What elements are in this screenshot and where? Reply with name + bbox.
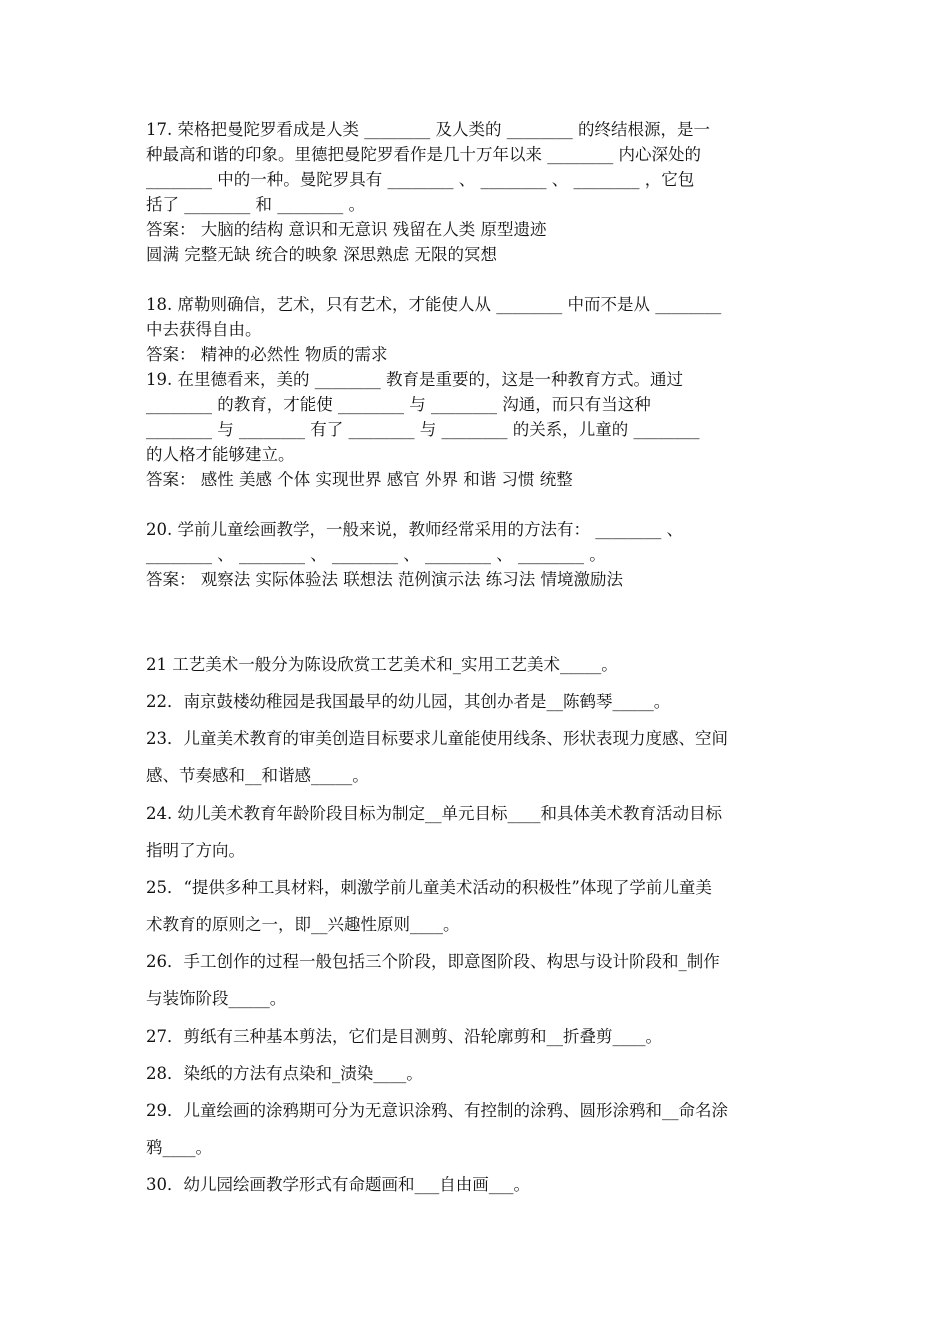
q18-line-1: 18. 席勒则确信，艺术，只有艺术，才能使人从 ________ 中而不是从 ________ — [146, 295, 722, 314]
q25-line-1: 25．“提供多种工具材料，刺激学前儿童美术活动的积极性”体现了学前儿童美 — [146, 878, 712, 897]
q18-answer: 答案： 精神的必然性 物质的需求 — [146, 345, 388, 364]
q17-line-4: 括了 ________ 和 ________ 。 — [146, 195, 365, 214]
q17-line-2: 种最高和谐的印象。里德把曼陀罗看作是几十万年以来 ________ 内心深处的 — [146, 145, 701, 164]
q19-line-4: 的人格才能够建立。 — [146, 445, 295, 464]
q24-line-1: 24. 幼儿美术教育年龄阶段目标为制定__单元目标____和具体美术教育活动目标 — [146, 804, 722, 823]
q17-answer-1: 答案： 大脑的结构 意识和无意识 残留在人类 原型遗迹 — [146, 220, 547, 239]
q19-line-2: ________ 的教育，才能使 ________ 与 ________ 沟通，而只有当这种 — [146, 395, 651, 414]
q19-line-3: ________ 与 ________ 有了 ________ 与 ________ 的关系，儿童的 ________ — [146, 420, 700, 439]
q26-line-1: 26．手工创作的过程一般包括三个阶段，即意图阶段、构思与设计阶段和_制作 — [146, 952, 720, 971]
q23-line-2: 感、节奏感和__和谐感_____。 — [146, 766, 369, 785]
q17-line-3: ________ 中的一种。曼陀罗具有 ________ 、 ________ 、 ________ ，它包 — [146, 170, 695, 189]
q26-line-2: 与装饰阶段_____。 — [146, 989, 287, 1008]
q20-line-1: 20. 学前儿童绘画教学，一般来说，教师经常采用的方法有： ________ 、 — [146, 520, 683, 539]
q25-line-2: 术教育的原则之一，即__兴趣性原则____。 — [146, 915, 460, 934]
q20-line-2: ________ 、 ________ 、 ________ 、 ________ 、 ________ 。 — [146, 545, 606, 564]
q29-line-1: 29．儿童绘画的涂鸦期可分为无意识涂鸦、有控制的涂鸦、圆形涂鸦和__命名涂 — [146, 1101, 728, 1120]
q18-line-2: 中去获得自由。 — [146, 320, 262, 339]
q23-line-1: 23．儿童美术教育的审美创造目标要求儿童能使用线条、形状表现力度感、空间 — [146, 729, 728, 748]
q24-line-2: 指明了方向。 — [146, 841, 245, 860]
q19-answer: 答案： 感性 美感 个体 实现世界 感官 外界 和谐 习惯 统整 — [146, 470, 573, 489]
q27: 27．剪纸有三种基本剪法，它们是目测剪、沿轮廓剪和__折叠剪____。 — [146, 1027, 662, 1046]
q17-line-1: 17. 荣格把曼陀罗看成是人类 ________ 及人类的 ________ 的终结根源，是一 — [146, 120, 710, 139]
q22: 22．南京鼓楼幼稚园是我国最早的幼儿园，其创办者是__陈鹤琴_____。 — [146, 692, 671, 711]
q30: 30．幼儿园绘画教学形式有命题画和___自由画___。 — [146, 1175, 530, 1194]
q29-line-2: 鸦____。 — [146, 1138, 212, 1157]
q28: 28．染纸的方法有点染和_渍染____。 — [146, 1064, 423, 1083]
q19-line-1: 19. 在里德看来，美的 ________ 教育是重要的，这是一种教育方式。通过 — [146, 370, 683, 389]
q17-answer-2: 圆满 完整无缺 统合的映象 深思熟虑 无限的冥想 — [146, 245, 497, 264]
q21: 21 工艺美术一般分为陈设欣赏工艺美术和_实用工艺美术_____。 — [146, 655, 618, 674]
q20-answer: 答案： 观察法 实际体验法 联想法 范例演示法 练习法 情境激励法 — [146, 570, 623, 589]
